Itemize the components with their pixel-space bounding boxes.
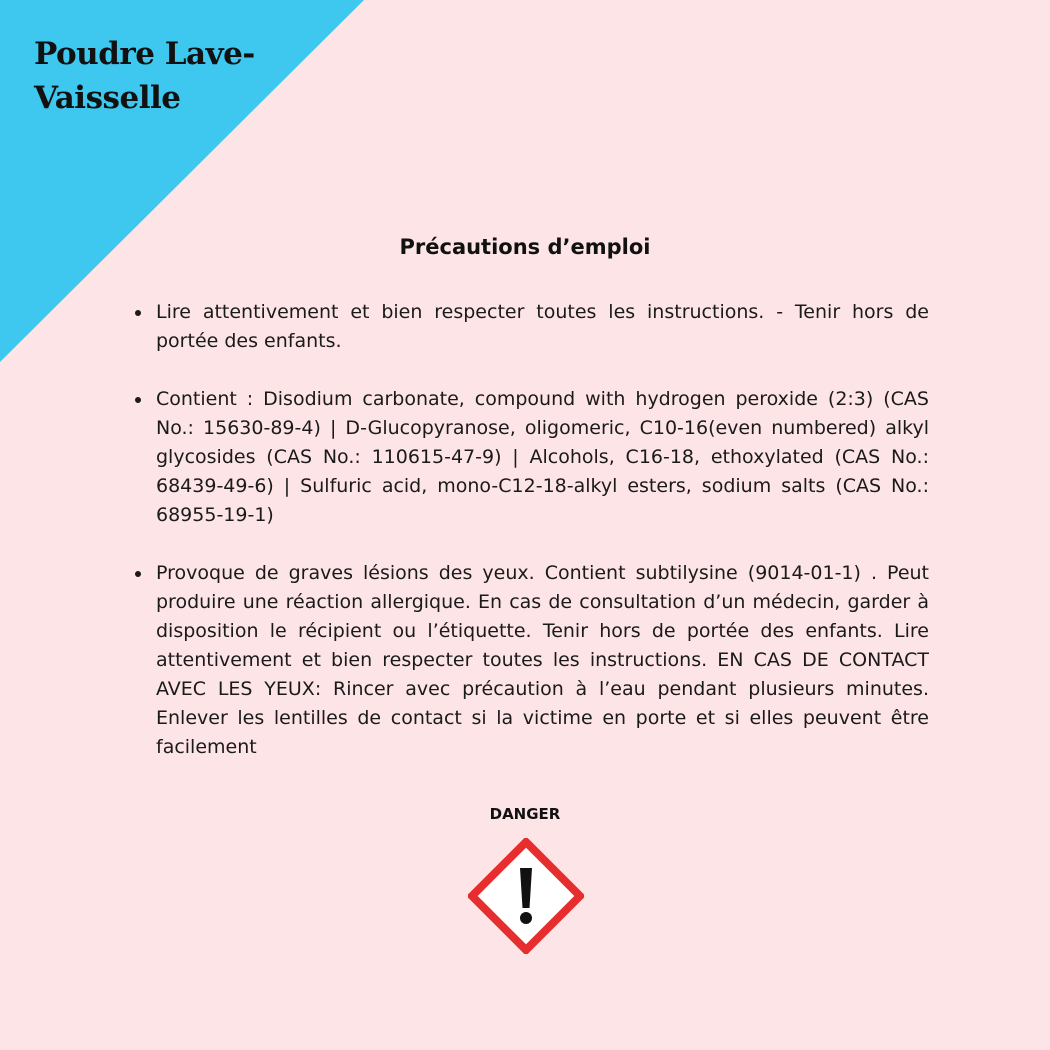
bullet-icon: [135, 571, 141, 577]
product-title: Poudre Lave-Vaisselle: [34, 36, 255, 116]
signal-word: DANGER: [489, 805, 561, 823]
precaution-item: [156, 559, 929, 762]
precaution-text: Contient : Disodium carbonate, compound with hydrogen peroxide (2:3) (CAS No.: 15630-89-4) | D-Glucopyranose, oligomeric, C10-16(even numbered) alkyl glycosides (CAS No.: 110615-47-9) | Alcohols, C16-18, ethoxylated (CAS No.: 68439-49-6) | Sulfuric acid, mono-C12-18-alkyl esters, sodium salts (CAS No.: 68955-19-1): [156, 388, 929, 526]
precautions-list: [156, 298, 929, 791]
exclamation-dot: [520, 912, 532, 924]
precaution-text: Lire attentivement et bien respecter toutes les instructions. - Tenir hors de portée des enfants.: [156, 301, 929, 352]
exclamation-mark-icon: [468, 838, 584, 954]
precaution-text: Provoque de graves lésions des yeux. Contient subtilysine (9014-01-1) . Peut produire une réaction allergique. En cas de consultation d’un médecin, garder à disposition le récipient ou l’étiquette. Tenir hors de portée des enfants. Lire attentivement et bien respecter toutes les instructions. EN CAS DE CONTACT AVEC LES YEUX: Rincer avec précaution à l’eau pendant plusieurs minutes. Enlever les lentilles de contact si la victime en porte et si elles peuvent être facilement: [156, 562, 929, 758]
precaution-item: [156, 298, 929, 356]
bullet-icon: [135, 397, 141, 403]
section-heading: Précautions d’emploi: [399, 235, 651, 259]
bullet-icon: [135, 310, 141, 316]
precaution-item: [156, 385, 929, 530]
